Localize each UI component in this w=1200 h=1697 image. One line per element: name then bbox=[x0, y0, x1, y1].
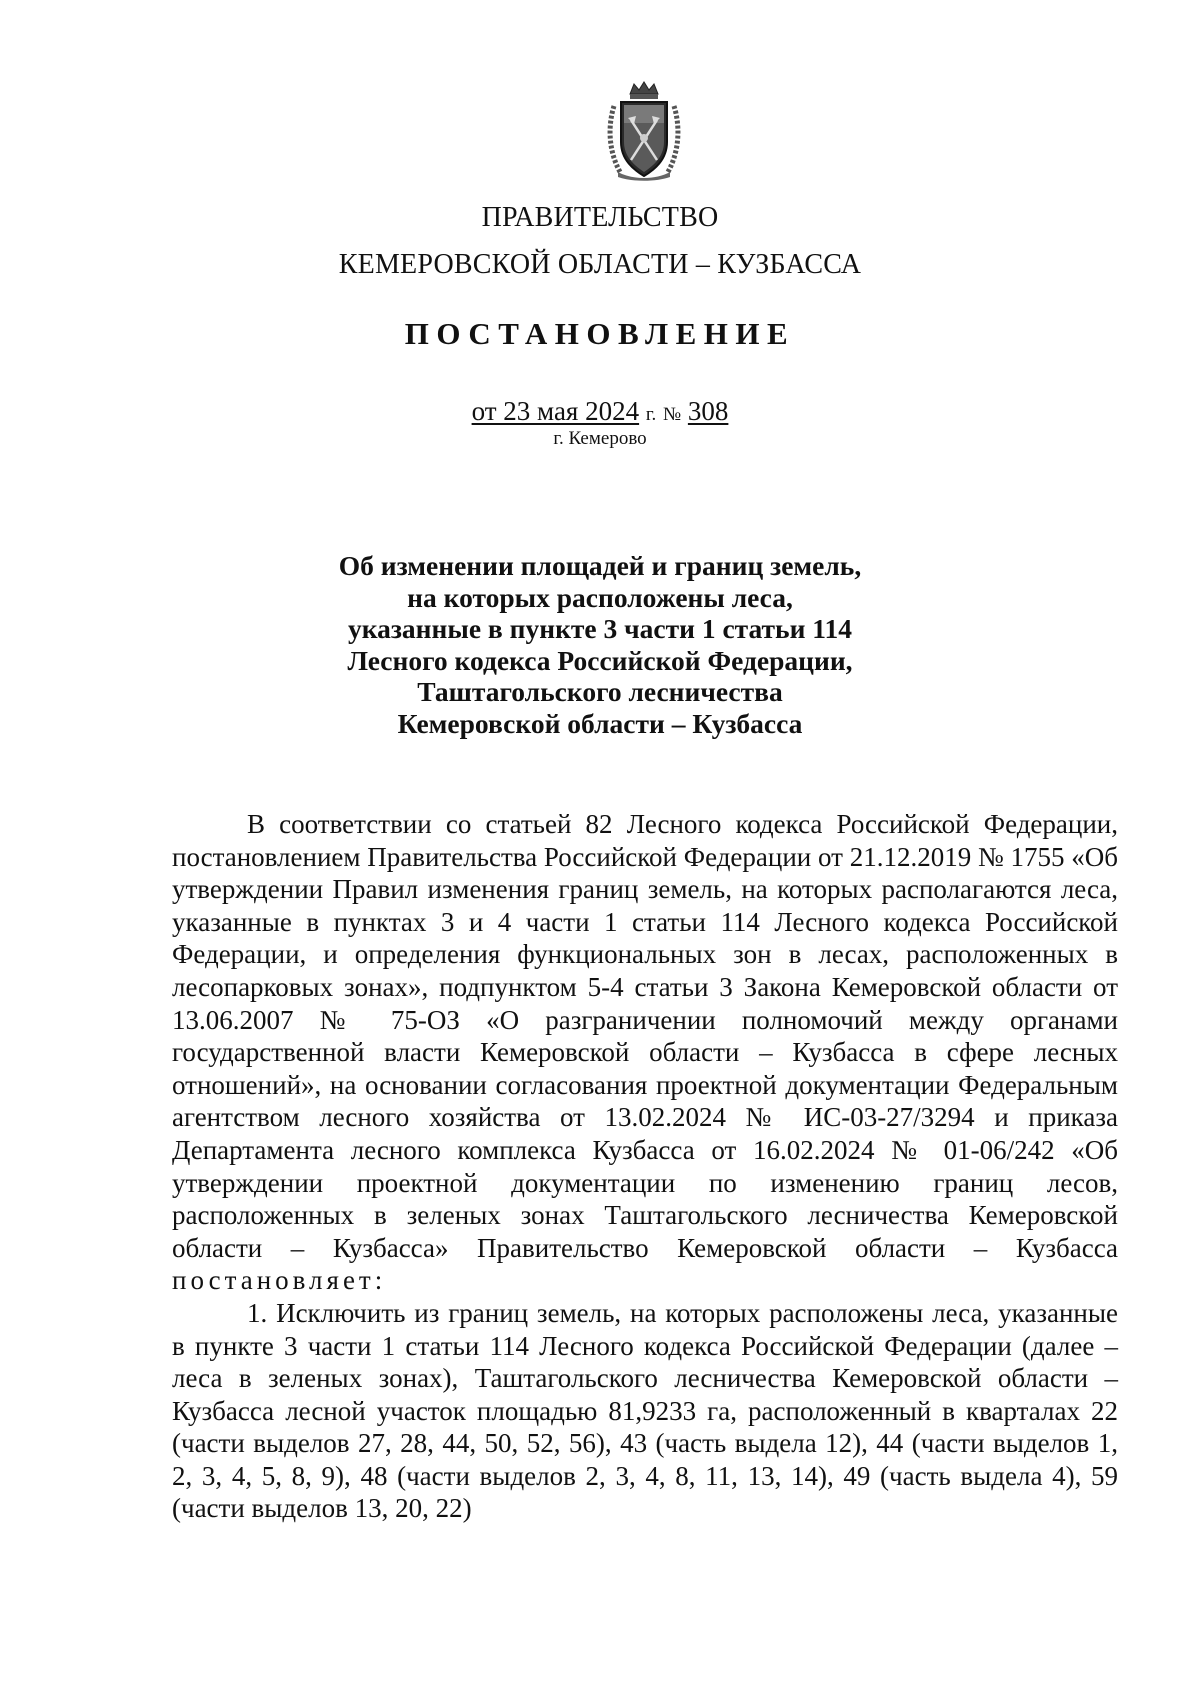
resolves-colon: : bbox=[374, 1265, 383, 1296]
title-line: Лесного кодекса Российской Федерации, bbox=[347, 644, 853, 676]
year-suffix: г. bbox=[645, 404, 657, 425]
date-number-line bbox=[0, 398, 1200, 425]
preamble-text: В соответствии со статьей 82 Лесного кодекса Российской Федерации, постановлением Правительства Российской Федерации от 21.12.2019 № 1755 «Об утверждении Правил изменения границ земель, на которых располагаются леса, указанные в пунктах 3 и 4 части 1 статьи 114 Лесного кодекса Российской Федерации, и определения функциональных зон в лесах, расположенных в лесопарковых зонах», подпунктом 5-4 статьи 3 Закона Кемеровской области от 13.06.2007 № 75-ОЗ «О разграничении полномочий между органами государственной власти Кемеровской области – Кузбасса в сфере лесных отношений», на основании согласования проектной документации Федеральным агентством лесного хозяйства от 13.02.2024 № ИС-03-27/3294 и приказа Департамента лесного комплекса Кузбасса от 16.02.2024 № 01-06/242 «Об утверждении проектной документации по изменению границ лесов, расположенных в зеленых зонах Таштагольского лесничества Кемеровской области – Кузбасса» Правительство Кемеровской области – Кузбасса bbox=[172, 809, 1118, 1263]
title-line: Об изменении площадей и границ земель, bbox=[338, 550, 862, 581]
title-line: на которых расположены леса, bbox=[407, 581, 793, 613]
government-name-line1: ПРАВИТЕЛЬСТВО bbox=[481, 202, 719, 233]
coat-of-arms-emblem bbox=[606, 80, 682, 182]
document-number: 308 bbox=[687, 396, 729, 426]
title-line: Таштагольского лесничества bbox=[417, 676, 783, 708]
city-name: г. Кемерово bbox=[553, 428, 647, 449]
resolves-word: постановляет bbox=[172, 1265, 375, 1296]
title-line: указанные в пункте 3 части 1 статьи 114 bbox=[347, 613, 853, 645]
number-sign: № bbox=[663, 404, 682, 425]
document-title bbox=[0, 550, 1200, 740]
item-1-paragraph: 1. Исключить из границ земель, на которых расположены леса, указанные в пункте 3 части 1 статьи 114 Лесного кодекса Российской Федерации (далее – леса в зеленых зонах), Таштагольского лесничества Кемеровской области – Кузбасса лесной участок площадью 81,9233 га, расположенный в кварталах 22 (части выделов 27, 28, 44, 50, 52, 56), 43 (часть выдела 12), 44 (части выделов 1, 2, 3, 4, 5, 8, 9), 48 (части выделов 2, 3, 4, 8, 11, 13, 14), 49 (часть выдела 4), 59 (части выделов 13, 20, 22) bbox=[172, 1297, 1118, 1524]
document-body bbox=[172, 808, 1118, 1525]
document-date: от 23 мая 2024 bbox=[471, 396, 640, 426]
preamble-paragraph bbox=[172, 808, 1118, 1297]
government-name-line2: КЕМЕРОВСКОЙ ОБЛАСТИ – КУЗБАССА bbox=[338, 249, 862, 280]
document-type-heading: ПОСТАНОВЛЕНИЕ bbox=[404, 316, 796, 351]
title-line: Кемеровской области – Кузбасса bbox=[397, 707, 803, 739]
